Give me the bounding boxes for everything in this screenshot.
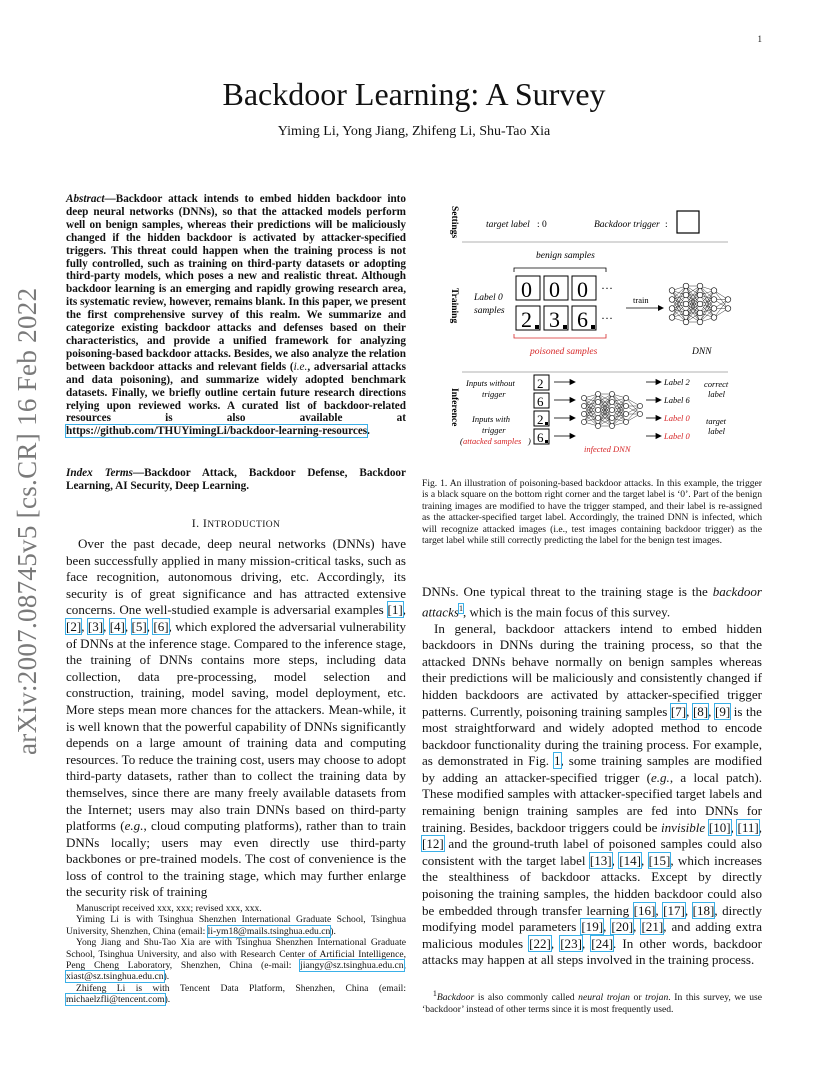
network-node (595, 407, 600, 412)
fig-inf-digit-3: 2 (537, 412, 544, 427)
footnote-jiang-xia (66, 937, 406, 983)
fig-benign-samples: benign samples (536, 251, 595, 261)
abstract-label: Abstract (66, 193, 105, 205)
fig-trigger-square (677, 211, 699, 233)
footnote-yiming-text: Yiming Li is with Tsinghua Shenzhen International Graduate School, Tsinghua University, Shenzhen, China (email: (66, 914, 406, 937)
citation-8[interactable]: [8] (692, 703, 709, 719)
right-column-text (422, 584, 762, 969)
citation-15[interactable]: [15] (648, 852, 671, 868)
right-p1-text-e: and the ground-truth label of poisoned samples could also consistent with the target label (422, 836, 762, 868)
footnote-jiang-text: Yong Jiang and Shu-Tao Xia are with Tsinghua Shenzhen International Graduate School, Tsinghua University, and also with Research Center of Artificial Intelligence, Peng Cheng Laboratory, Shenzhen, China (e-mail: (66, 937, 406, 972)
footnote-ref-1[interactable]: 1 (458, 603, 463, 613)
network-node (669, 297, 675, 303)
fig-dnn-label: DNN (692, 347, 712, 357)
footnote-1-mark: 1 (432, 989, 437, 998)
right-p0-em: backdoor attacks (422, 584, 762, 619)
abstract-ie: i.e. (293, 360, 308, 373)
fig-label0: Label 0 (474, 293, 503, 303)
fig-inf-digit-2: 6 (537, 394, 544, 409)
network-node (683, 319, 689, 325)
citation-7[interactable]: [7] (670, 703, 687, 719)
citation-9[interactable]: [9] (714, 703, 731, 719)
fig-ellipsis-1: ··· (601, 281, 613, 295)
network-node (637, 403, 642, 408)
fig-digit-6: 6 (577, 307, 588, 332)
fig-digit-0b: 0 (549, 277, 560, 302)
network-node (683, 283, 689, 289)
citation-10[interactable]: [10] (708, 819, 731, 835)
network-node (623, 403, 628, 408)
network-node (697, 283, 703, 289)
fig-poisoned-digits (516, 306, 596, 332)
abstract (66, 193, 406, 438)
right-p1-text-a: In general, backdoor attackers intend to embed hidden backdoors in DNNs during the training process, so that the attacked DNNs behave normally on benign samples whereas their predictions will be maliciously and consistently changed if hidden backdoors are activated by attacker-specified trigger patterns. Currently, poisoning training samples (422, 620, 762, 719)
fig-dnn-network (669, 283, 731, 325)
network-node (711, 288, 717, 294)
fig-out-label-3: Label 0 (664, 413, 690, 423)
network-node (683, 301, 689, 307)
network-node (637, 411, 642, 416)
network-node (711, 306, 717, 312)
footnote-zhifeng-text: Zhifeng Li is with Tencent Data Platform, Shenzhen, China (email: (76, 982, 406, 994)
fig-digit-0c: 0 (577, 277, 588, 302)
network-node (697, 292, 703, 298)
fig-digit-2: 2 (521, 307, 532, 332)
network-node (623, 411, 628, 416)
fig-benign-digits (516, 276, 596, 302)
footnote-1-c: neural trojan (578, 992, 630, 1004)
intro-eg: e.g. (124, 818, 144, 834)
network-node (711, 297, 717, 303)
fig-target: target (706, 416, 726, 426)
fig-target-label-text: target label (486, 220, 530, 230)
citation-11[interactable]: [11] (737, 819, 759, 835)
abstract-end: . (367, 425, 370, 438)
citation-17[interactable]: [17] (663, 902, 685, 918)
right-p1-text-g: , directly modifying model parameters (422, 902, 762, 935)
fig-correct-label: label (708, 389, 725, 399)
paper-authors: Yiming Li, Yong Jiang, Zhifeng Li, Shu-Tao Xia (277, 124, 551, 139)
network-node (581, 411, 586, 416)
fig-out-label-2: Label 6 (664, 395, 690, 405)
citation-12[interactable]: [12] (422, 836, 444, 852)
fig-ellipsis-2: ··· (601, 311, 613, 325)
network-node (623, 395, 628, 400)
footnote-yiming-end: ). (330, 925, 336, 937)
network-node (697, 319, 703, 325)
network-node (623, 419, 628, 424)
network-node (683, 310, 689, 316)
right-p0-end: , which is the main focus of this survey. (462, 603, 671, 619)
citation-3[interactable]: [3] (87, 618, 104, 634)
citation-23[interactable]: [23] (560, 935, 582, 951)
citation-5[interactable]: [5] (131, 618, 147, 634)
citation-19[interactable]: [19] (581, 919, 604, 935)
network-node (669, 315, 675, 321)
network-node (595, 391, 600, 396)
email-link-zhifeng[interactable]: michaelzfli@tencent.com (66, 994, 165, 1006)
fig-attacked-samples: attacked samples (463, 436, 522, 446)
fig-target-label-value: : 0 (537, 220, 547, 230)
footnote-1-e: trojan (645, 992, 669, 1004)
fig-out-label-4: Label 0 (664, 431, 690, 441)
network-node (581, 403, 586, 408)
right-p1-text-c: , some training samples are modified by adding an attacker-specified trigger ( (422, 753, 762, 785)
citation-24[interactable]: [24] (591, 935, 614, 951)
network-node (595, 415, 600, 420)
citation-14[interactable]: [14] (619, 852, 641, 868)
fig-trigger-1: trigger (482, 389, 506, 399)
right-p1-text-h: , and adding extra malicious modules (422, 919, 763, 951)
fig-inputs-with: Inputs with (472, 414, 511, 424)
fig-inputs-without: Inputs without (466, 378, 515, 388)
right-p1-text-b: is the most straightforward and widely adopted method to encode backdoor functionality during the training process. For example, as demonstrated in Fig. (422, 703, 762, 769)
network-node (609, 399, 614, 404)
network-node (725, 297, 731, 303)
arxiv-identifier-stamp: arXiv:2007.08745v5 [cs.CR] 16 Feb 2022 (12, 287, 42, 755)
right-p1-text-f: , which increases the stealthiness of backdoor attacks. Except by directly poisoning the training samples, the hidden backdoor could also be embedded through transfer learning (422, 852, 762, 918)
email-link-jiang[interactable]: jiangy@sz.tsinghua.edu.cn (300, 960, 404, 972)
paper-title: Backdoor Learning: A Survey (222, 76, 606, 112)
intro-text-3: , cloud computing platforms), rather than to train DNNs locally; users may even directly use third-party backbones or pre-trained models. The cost of convenience is the loss of control to the training stage, which may further enlarge the security risk of training (66, 818, 406, 900)
footnote-1-f: . In this survey, we use ‘backdoor’ instead of other terms since it is most frequently used. (422, 992, 762, 1015)
abstract-text-2: , adversarial attacks and data poisoning), and summarize widely adopted benchmark datasets. Finally, we briefly outline certain future research directions relying upon reviewed works. A curated list of backdoor-related resources is also available at (66, 360, 407, 425)
network-node (725, 306, 731, 312)
fig-poisoned-bracket (514, 334, 606, 338)
fig-correct: correct (704, 379, 729, 389)
fig-attacked-open: ( (460, 436, 463, 446)
introduction-paragraph: Over the past decade, deep neural networks (DNNs) have been successfully applied in many mission-critical tasks, such as face recognition, autonomous driving, etc. Accordingly, its security is of great significance and has attracted extensive concerns. One well-studied example is adversarial examples [1], [2], [3], [4], [5], [6], which explored the adversarial vulnerability of DNNs at the inference stage. Compared to the inference stage, the training of DNNs contains more steps, including data collection, data pre-processing, model selection and construction, training, model saving, model deployment, etc. More steps mean more chances for the attackers. Mean-while, it is well known that the powerful capability of DNNs significantly depends on a large amount of training data and computing resources. To reduce the training cost, users may choose to adopt third-party datasets, rather than to collect the training data by themselves, since there are many freely available datasets from the Internet; users may also train DNNs based on third-party platforms (e.g., cloud computing platforms), rather than to train DNNs locally; users may even directly use third-party backbones or pre-trained models. The cost of convenience is the loss of control to the training stage, which may further enlarge the security risk of training (66, 536, 406, 900)
footnote-1-d: or (629, 992, 646, 1004)
right-invisible: invisible (661, 819, 706, 835)
citation-2[interactable]: [2] (66, 618, 82, 634)
citation-22[interactable]: [22] (529, 935, 551, 951)
citation-13[interactable]: [13] (589, 852, 612, 868)
citation-21[interactable]: [21] (641, 919, 664, 935)
citation-20[interactable]: [20] (611, 919, 634, 935)
footnote-manuscript: Manuscript received xxx, xxx; revised xxx, xxx. (76, 903, 262, 914)
intro-text-2: , which explored the adversarial vulnerability of DNNs at the inference stage. Compared to the inference stage, the training of DNNs contains more steps, including data collection, data pre-processing, model selection and construction, training, model saving, model deployment, etc. More steps mean more chances for the attackers. Mean-while, it is well known that the powerful capability of DNNs significantly depends on a large amount of training data and computing resources. To reduce the training cost, users may choose to adopt third-party datasets, rather than to collect the training data by themselves, since there are many freely available datasets from the Internet; users may also train DNNs based on third-party platforms ( (66, 618, 406, 834)
section-number: I. (191, 516, 203, 530)
fig-poisoned-samples: poisoned samples (530, 347, 598, 357)
index-terms-label: Index Terms (66, 467, 133, 479)
network-node (683, 292, 689, 298)
fig-out-label-1: Label 2 (664, 377, 690, 387)
right-paragraph-0 (422, 584, 762, 621)
fig-digit-0a: 0 (521, 277, 532, 302)
abstract-text: —Backdoor attack intends to embed hidden backdoor into deep neural networks (DNNs), so that the attacked models perform well on benign samples, whereas their predictions will be maliciously changed if the hidden backdoor is activated by attacker-specified triggers. This threat could happen when the training process is not fully controlled, such as training on third-party datasets or adopting third-party models, which poses a new and realistic threat. Although backdoor learning is an emerging and rapidly growing research area, its systematic review, however, remains blank. In this paper, we present the first comprehensive survey of this realm. We summarize and categorize existing backdoor attacks and defenses based on their characteristics, and provide a unified framework for analyzing poisoning-based backdoor attacks. Besides, we also analyze the relation between backdoor attacks and relevant fields ( (66, 193, 406, 373)
footnote-sep: , (403, 960, 406, 972)
index-terms-text: —Backdoor Attack, Backdoor Defense, Backdoor Learning, AI Security, Deep Learning. (66, 467, 406, 492)
section-title-first: I (202, 516, 208, 530)
network-node (711, 315, 717, 321)
fig-digit-3: 3 (549, 307, 560, 332)
fig-inference-label: Inference (449, 388, 459, 427)
network-node (609, 415, 614, 420)
right-eg: e.g. (650, 769, 670, 785)
fig-infected-dnn: infected DNN (584, 444, 631, 454)
email-link-yiming[interactable]: li-ym18@mails.tsinghua.edu.cn (207, 925, 331, 937)
figure-1-caption: Fig. 1. An illustration of poisoning-based backdoor attacks. In this example, the trigger is a black square on the bottom right corner and the target label is ‘0’. Part of the benign training images are modified to have the trigger stamped, and their label is re-assigned as the attacker-specified target label. Accordingly, the trained DNN is infected, which will recognize attacked images (i.e., test images containing backdoor trigger) as the target label while still correctly predicting the label for the benign test images. (422, 478, 762, 547)
email-link-xia[interactable]: xiast@sz.tsinghua.edu.cn (66, 971, 164, 983)
right-paragraph-1: In general, backdoor attackers intend to embed hidden backdoors in DNNs during the training process, so that the attacked DNNs behave normally on benign samples whereas their predictions will be maliciously and consistently changed if hidden backdoors are activated by attacker-specified trigger patterns. Currently, poisoning training samples [7], [8], [9] is the most straightforward and widely adopted method to encode backdoor functionality during the training process. For example, as demonstrated in Fig. 1, some training samples are modified by adding an attacker-specified trigger (e.g., a local patch). These modified samples with attacker-specified target labels and remaining benign training samples are fed into DNNs for training. Besides, backdoor triggers could be invisible [10], [11], [12] and the ground-truth label of poisoned samples could also consistent with the target label [13], [14], [15], which increases the stealthiness of backdoor attacks. Except by directly poisoning the training samples, the hidden backdoor could also be embedded through transfer learning [16], [17], [18], directly modifying model parameters [19], [20], [21], and adding extra malicious modules [22], [23], [24]. In other words, backdoor attacks may happen at all steps involved in the training process. (422, 620, 763, 968)
network-node (669, 306, 675, 312)
fig-train-arrowhead (658, 305, 664, 311)
citation-16[interactable]: [16] (633, 902, 656, 918)
network-node (595, 423, 600, 428)
fig-samples: samples (474, 306, 505, 316)
citation-4[interactable]: [4] (109, 618, 125, 634)
network-node (609, 423, 614, 428)
fig-benign-bracket (514, 268, 606, 272)
index-terms (66, 467, 406, 493)
network-node (609, 407, 614, 412)
fig-input-arrows (554, 380, 575, 439)
footnote-1 (422, 988, 762, 1015)
network-node (697, 301, 703, 307)
fig-backdoor-trigger-text: Backdoor trigger (594, 220, 660, 230)
figure-ref-1[interactable]: 1 (553, 753, 561, 769)
right-p1-text-d: , a local patch). These modified samples with attacker-specified target labels and remaining benign training samples are fed into DNNs for training. Besides, backdoor triggers could be (422, 769, 762, 835)
fig-training-label: Training (449, 288, 459, 324)
citation-6[interactable]: [6] (153, 618, 169, 634)
network-node (581, 395, 586, 400)
intro-text-1: Over the past decade, deep neural networks (DNNs) have been successfully applied in many mission-critical tasks, such as face recognition, autonomous driving, etc. Accordingly, its security is of great significance and has attracted extensive concerns. One well-studied example is adversarial examples (66, 536, 406, 618)
figure-1-backdoor-illustration (446, 196, 746, 464)
fig-inf-digit-1: 2 (537, 376, 544, 391)
fig-output-arrows (646, 380, 661, 439)
network-node (609, 391, 614, 396)
network-node (595, 399, 600, 404)
network-node (669, 288, 675, 294)
fig-trigger-2: trigger (482, 425, 506, 435)
fig-trigger-colon: : (665, 220, 668, 230)
footnote-1-a: Backdoor (436, 992, 475, 1004)
fig-train-label: train (633, 295, 649, 305)
footnote-zhifeng (66, 983, 406, 1006)
author-footnotes (66, 903, 406, 1006)
fig-inference-inputs (534, 375, 549, 445)
right-p0-text: DNNs. One typical threat to the training stage is the (422, 584, 713, 599)
footnote-yiming (66, 914, 406, 937)
section-title-rest: NTRODUCTION (207, 520, 281, 530)
fig-settings-label: Settings (449, 206, 459, 239)
footnote-1-b: is also commonly called (474, 992, 579, 1004)
citation-18[interactable]: [18] (692, 902, 715, 918)
network-node (581, 419, 586, 424)
section-heading-introduction (66, 516, 406, 531)
fig-target-label: label (708, 426, 725, 436)
fig-attacked-close: ) (528, 436, 531, 446)
resources-link[interactable]: https://github.com/THUYimingLi/backdoor-learning-resources (66, 425, 368, 438)
citation-1[interactable]: [1] (387, 602, 403, 618)
page-number: 1 (757, 34, 762, 44)
network-node (697, 310, 703, 316)
fig-infected-dnn-network (581, 391, 642, 428)
footnote-zhifeng-end: ). (164, 994, 171, 1006)
footnote-jiang-end: ). (163, 971, 170, 983)
right-p1-text-i: . In other words, backdoor attacks may happen at all steps involved in the training process. (422, 935, 762, 968)
fig-inf-digit-4: 6 (537, 430, 544, 445)
